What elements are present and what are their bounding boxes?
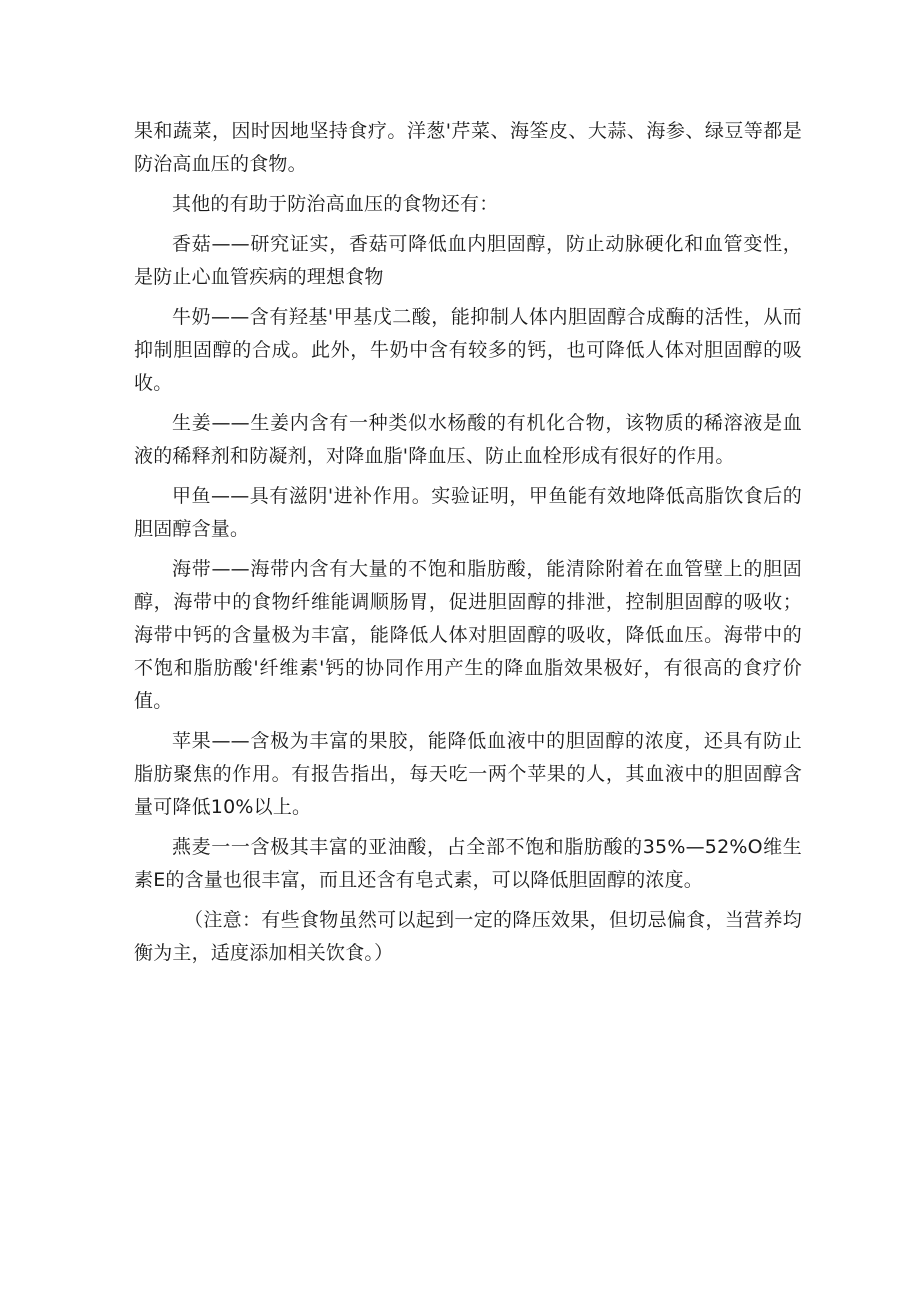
paragraph-ginger: 生姜——生姜内含有一种类似水杨酸的有机化合物，该物质的稀溶液是血液的稀释剂和防凝剂，对降血脂'降血压、防止血栓形成有很好的作用。 <box>134 412 802 467</box>
paragraph-oat: 燕麦一一含极其丰富的亚油酸，占全部不饱和脂肪酸的35%—52%O维生素E的含量也很丰富，而且还含有皂式素，可以降低胆固醇的浓度。 <box>134 836 802 891</box>
paragraph-turtle: 甲鱼——具有滋阴'进补作用。实验证明，甲鱼能有效地降低高脂饮食后的胆固醇含量。 <box>134 485 802 540</box>
paragraph-foods-heading: 其他的有助于防治高血压的食物还有： <box>172 193 499 215</box>
paragraph-intro-continuation: 果和蔬菜，因时因地坚持食疗。洋葱'芹菜、海筌皮、大蒜、海参、绿豆等都是防治高血压的食物。 <box>134 120 802 175</box>
paragraph-apple: 苹果——含极为丰富的果胶，能降低血液中的胆固醇的浓度，还具有防止脂肪聚焦的作用。有报告指出，每天吃一两个苹果的人，其血液中的胆固醇含量可降低10%以上。 <box>134 730 802 818</box>
paragraph-mushroom: 香菇——研究证实，香菇可降低血内胆固醇，防止动脉硬化和血管变性，是防止心血管疾病的理想食物 <box>134 233 802 288</box>
paragraph-milk: 牛奶——含有羟基'甲基戊二酸，能抑制人体内胆固醇合成酶的活性，从而抑制胆固醇的合成。此外，牛奶中含有较多的钙，也可降低人体对胆固醇的吸收。 <box>134 306 802 394</box>
paragraph-kelp: 海带——海带内含有大量的不饱和脂肪酸，能清除附着在血管壁上的胆固醇，海带中的食物纤维能调顺肠胃，促进胆固醇的排泄，控制胆固醇的吸收；海带中钙的含量极为丰富，能降低人体对胆固醇的吸收，降低血压。海带中的不饱和脂肪酸'纤维素'钙的协同作用产生的降血脂效果极好，有很高的食疗价值。 <box>134 558 802 712</box>
document-body <box>134 115 802 977</box>
paragraph-note: （注意：有些食物虽然可以起到一定的降压效果，但切忌偏食，当营养均衡为主，适度添加相关饮食。） <box>134 909 802 964</box>
